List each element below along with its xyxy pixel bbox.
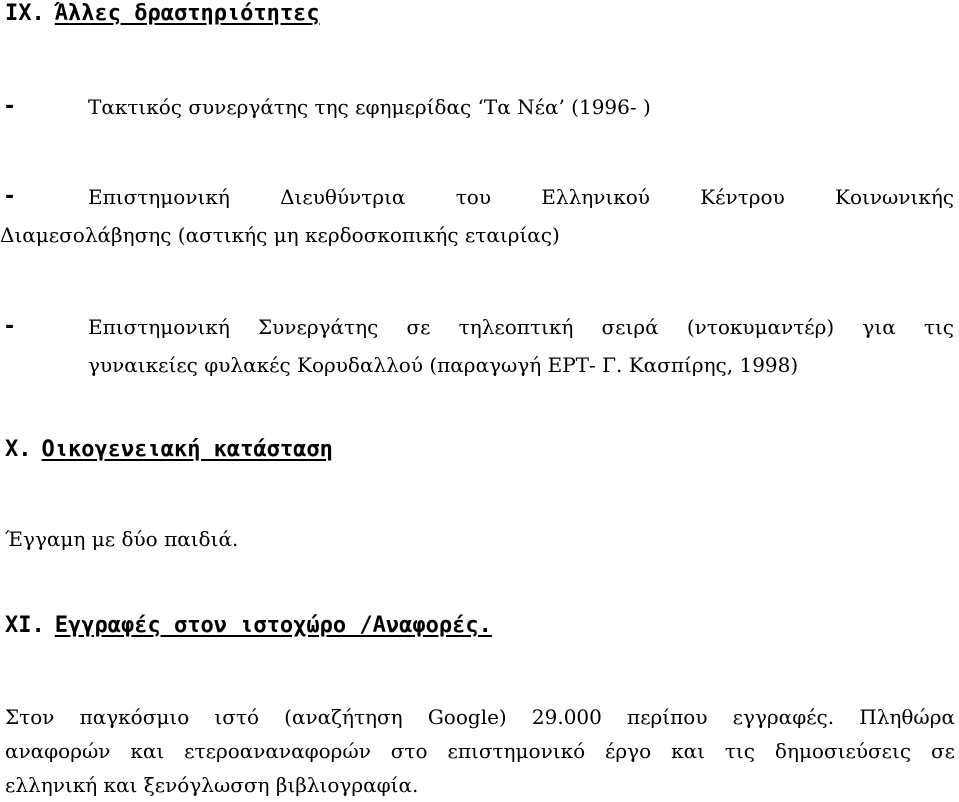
text-line: Στον παγκόσμιο ιστό (αναζήτηση Google) 29.000 περίπου εγγραφές. Πληθώρα	[5, 705, 955, 729]
text-line: γυναικείες φυλακές Κορυδαλλού (παραγωγή ΕΡΤ- Γ. Κασπίρης, 1998)	[88, 353, 799, 377]
section-title: Εγγραφές στον ιστοχώρο /Αναφορές.	[54, 613, 492, 638]
web-references-text	[5, 700, 955, 802]
text-line: Τακτικός συνεργάτης της εφημερίδας ‘Τα Νέα’ (1996- )	[88, 95, 651, 119]
text-line: Επιστημονική Διευθύντρια του Ελληνικού Κέντρου Κοινωνικής	[88, 185, 954, 209]
section-number: X.	[5, 437, 32, 462]
section-heading-xi	[5, 612, 492, 640]
bullet-dash: -	[5, 94, 15, 119]
text-line: Έγγαμη με δύο παιδιά.	[5, 527, 239, 551]
section-heading-x	[5, 436, 333, 464]
text-line: ελληνική και ξενόγλωσση βιβλιογραφία.	[5, 773, 419, 797]
section-title: Οικογενειακή κατάσταση	[41, 437, 333, 462]
section-heading-ix	[5, 0, 320, 28]
text-line: Επιστημονική Συνεργάτης σε τηλεοπτική σειρά (ντοκυμαντέρ) για τις	[88, 315, 954, 339]
activity-text	[0, 178, 954, 254]
section-title: Άλλες δραστηριότητες	[54, 1, 320, 26]
bullet-dash: -	[5, 184, 15, 209]
text-line: αναφορών και ετεροαναναφορών στο επιστημονικό έργο και τις δημοσιεύσεις σε	[5, 739, 955, 763]
bullet-dash: -	[5, 314, 15, 339]
family-status-text	[5, 522, 955, 556]
text-line: Διαμεσολάβησης (αστικής μη κερδοσκοπικής εταιρίας)	[0, 223, 560, 247]
section-number: XI.	[5, 613, 45, 638]
activity-text	[88, 308, 954, 384]
section-number: IX.	[5, 1, 45, 26]
activity-text	[88, 88, 954, 126]
